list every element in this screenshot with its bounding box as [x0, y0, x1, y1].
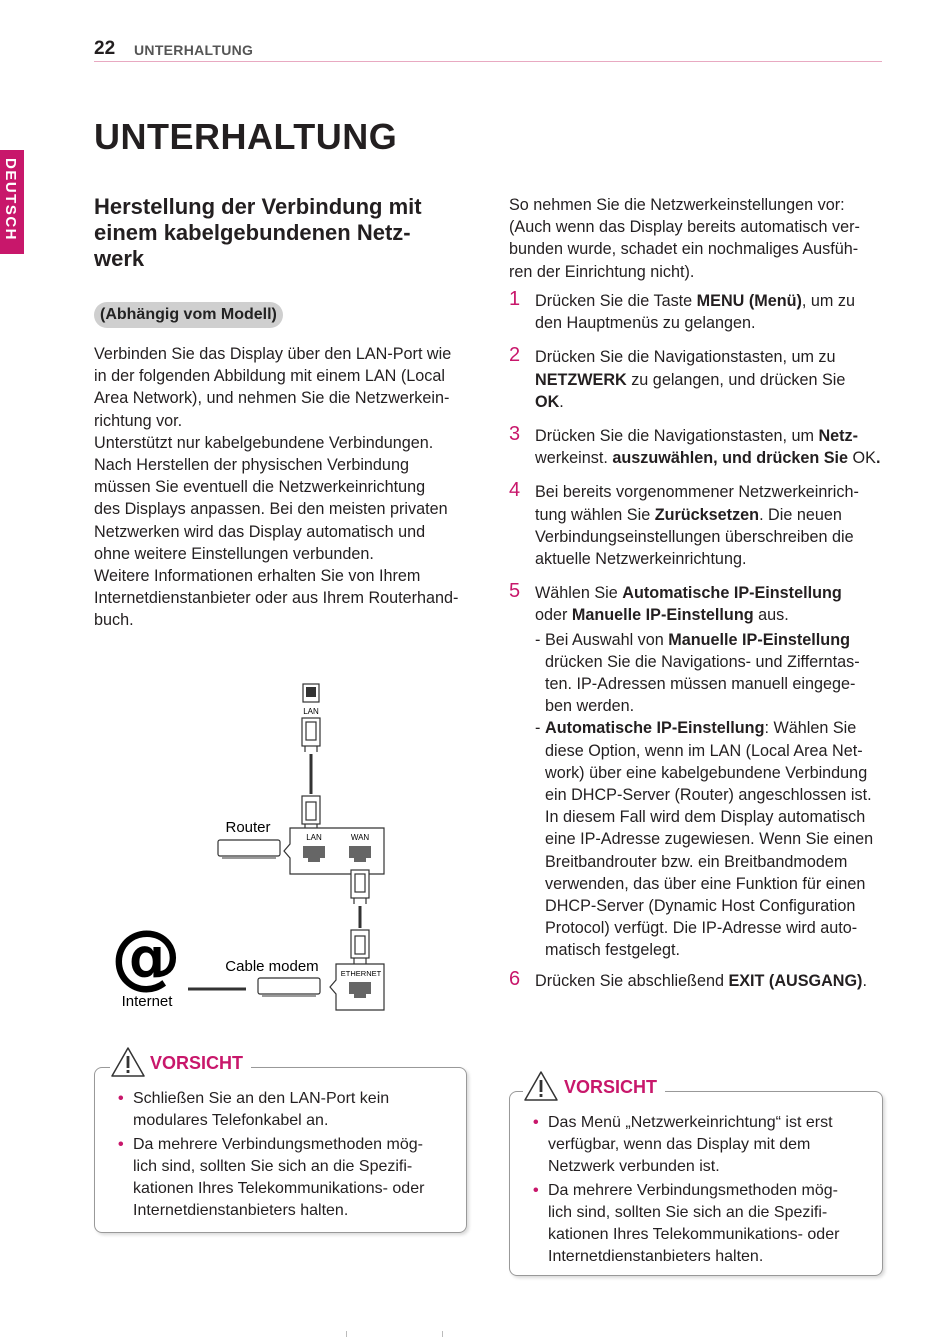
- caution-line: modulares Telefonkabel an.: [133, 1112, 329, 1129]
- bold-term: NETZWERK: [535, 370, 627, 389]
- step-line: Drücken Sie abschließend EXIT (AUSGANG).: [535, 971, 867, 990]
- caution-line: kationen Ihres Telekommunikations- oder: [548, 1226, 840, 1243]
- intro-line: ohne weitere Einstellungen verbunden.: [94, 544, 374, 563]
- section-title-line: einem kabelgebundenen Netz-: [94, 220, 411, 245]
- bold-term: MENU (Menü): [696, 292, 802, 310]
- step-line: Wählen Sie Automatische IP-Einstellung: [535, 584, 842, 603]
- intro-line: Verbinden Sie das Display über den LAN-Port wie: [94, 345, 452, 363]
- sub-line: work) über eine kabelgebundene Verbindung: [545, 763, 868, 782]
- cable-plug-icon: [351, 930, 369, 964]
- step-item: [509, 481, 881, 570]
- caution-item: [533, 1112, 873, 1178]
- running-header: UNTERHALTUNG: [134, 42, 254, 58]
- caution-line: lich sind, sollten Sie sich an die Spezifi-: [133, 1158, 413, 1175]
- steps-intro-line: bunden wurde, schadet ein nochmaliges Ausfüh-: [509, 240, 859, 259]
- cable-plug-icon: [302, 718, 320, 752]
- step-line: Verbindungseinstellungen überschreiben die: [535, 527, 854, 546]
- dash-marker: -: [535, 719, 541, 738]
- sub-line: Bei Auswahl von Manuelle IP-Einstellung: [545, 630, 850, 649]
- cable-modem-icon: [258, 978, 320, 996]
- internet-label: Internet: [121, 993, 173, 1010]
- page-title: UNTERHALTUNG: [94, 116, 398, 157]
- sub-line: Breitbandrouter bzw. ein Breitbandmodem: [545, 852, 848, 871]
- caution-title-right: VORSICHT: [560, 1077, 665, 1098]
- steps-intro-line: So nehmen Sie die Netzwerkeinstellungen vor:: [509, 196, 845, 214]
- cable-modem-label: Cable modem: [225, 958, 319, 975]
- intro-line: Unterstützt nur kabelgebundene Verbindungen.: [94, 433, 434, 452]
- footer-mark: [346, 1331, 347, 1337]
- caution-line: Da mehrere Verbindungsmethoden mög-: [548, 1182, 838, 1199]
- sub-line: In diesem Fall wird dem Display automatisch: [545, 808, 866, 827]
- caution-list-right: [533, 1112, 873, 1268]
- step-number: 1: [509, 288, 521, 310]
- sub-line: ben werden.: [545, 697, 635, 716]
- sub-line: ten. IP-Adressen müssen manuell eingege-: [545, 675, 856, 694]
- language-tab-label: DEUTSCH: [2, 158, 19, 242]
- caution-item: [533, 1180, 873, 1268]
- sub-item: [535, 629, 881, 718]
- intro-line: buch.: [94, 611, 134, 630]
- caution-line: Da mehrere Verbindungsmethoden mög-: [133, 1136, 423, 1153]
- step-line: Bei bereits vorgenommener Netzwerkeinrich-: [535, 483, 859, 502]
- section-title-line: werk: [94, 246, 145, 271]
- modem-ports: [330, 964, 384, 1010]
- steps-intro-line: (Auch wenn das Display bereits automatisch ver-: [509, 218, 860, 237]
- sub-line: diese Option, wenn im LAN (Local Area Net-: [545, 741, 863, 760]
- caution-line: Internetdienstanbieters halten.: [548, 1248, 764, 1265]
- section-title: [94, 194, 474, 272]
- step-item: [509, 967, 881, 992]
- steps-intro-line: ren der Einrichtung nicht).: [509, 262, 695, 281]
- step-item: [509, 290, 881, 334]
- bullet-icon: •: [118, 1090, 124, 1107]
- cable-plug-icon: [302, 796, 320, 830]
- page-number: 22: [94, 38, 116, 59]
- model-badge: (Abhängig vom Modell): [94, 302, 283, 328]
- bold-term: Zurücksetzen: [654, 505, 760, 524]
- intro-line: müssen Sie eventuell die Netzwerkeinrichtung: [94, 478, 426, 497]
- caution-line: Netzwerk verbunden ist.: [548, 1158, 720, 1175]
- steps-list: [509, 290, 881, 1004]
- bold-term: .: [875, 449, 881, 468]
- router-label: Router: [225, 819, 271, 836]
- steps-intro: [509, 194, 879, 283]
- step-number: 6: [509, 967, 521, 990]
- bold-term: Manuelle IP-Einstellung: [668, 630, 850, 649]
- bold-term: OK: [535, 392, 560, 411]
- step-line: Drücken Sie die Taste MENU (Menü), um zu: [535, 292, 855, 310]
- sub-line: DHCP-Server (Dynamic Host Configuration: [545, 897, 856, 916]
- step-number: 3: [509, 423, 521, 446]
- bullet-icon: •: [533, 1182, 539, 1199]
- bold-term: EXIT (AUSGANG): [728, 971, 863, 990]
- caution-line: verfügbar, wenn das Display mit dem: [548, 1136, 811, 1153]
- sub-line: ein DHCP-Server (Router) angeschlossen ist.: [545, 786, 872, 805]
- footer-mark: [442, 1331, 443, 1337]
- step-line: werkeinst. auszuwählen, und drücken Sie OK.: [535, 449, 881, 468]
- sub-line: matisch festgelegt.: [545, 941, 680, 960]
- intro-line: Nach Herstellen der physischen Verbindung: [94, 456, 409, 475]
- step-item: [509, 425, 881, 469]
- warning-icon: [110, 1046, 146, 1078]
- intro-line: Area Network), und nehmen Sie die Netzwerkein-: [94, 389, 450, 408]
- step-line: den Hauptmenüs zu gelangen.: [535, 314, 756, 333]
- caution-line: Schließen Sie an den LAN-Port kein: [133, 1090, 390, 1107]
- caution-line: Internetdienstanbieters halten.: [133, 1202, 349, 1219]
- step-item: [509, 346, 881, 413]
- router-ports: [284, 828, 384, 874]
- network-diagram: [100, 678, 400, 1018]
- intro-line: des Displays anpassen. Bei den meisten privaten: [94, 500, 448, 519]
- step-number: 5: [509, 580, 521, 603]
- sub-line: drücken Sie die Navigations- und Zifferntas-: [545, 652, 860, 671]
- step-number: 2: [509, 344, 521, 367]
- bold-term: Automatische IP-Einstellung: [545, 719, 765, 738]
- warning-icon: [523, 1070, 559, 1102]
- step-number: 4: [509, 479, 521, 502]
- step-line: NETZWERK zu gelangen, und drücken Sie: [535, 370, 846, 389]
- caution-title-left: VORSICHT: [146, 1053, 251, 1074]
- step-line: oder Manuelle IP-Einstellung aus.: [535, 606, 789, 625]
- at-icon: @: [111, 915, 181, 997]
- bullet-icon: •: [533, 1114, 539, 1131]
- header-rule: [94, 61, 882, 62]
- intro-line: Internetdienstanbieter oder aus Ihrem Routerhand-: [94, 589, 459, 608]
- step-line: Drücken Sie die Navigationstasten, um Netz-: [535, 427, 859, 446]
- bold-term: auszuwählen, und drücken Sie: [607, 449, 853, 468]
- bold-term: Netz-: [818, 427, 859, 446]
- sub-line: eine IP-Adresse zugewiesen. Wenn Sie einen: [545, 830, 874, 849]
- intro-line: Netzwerken wird das Display automatisch und: [94, 522, 426, 541]
- intro-line: in der folgenden Abbildung mit einem LAN (Local: [94, 367, 445, 386]
- step-line: aktuelle Netzwerkeinrichtung.: [535, 550, 747, 569]
- router-icon: [218, 840, 280, 858]
- dash-marker: -: [535, 630, 541, 649]
- router-wan-label: WAN: [350, 833, 370, 842]
- caution-line: lich sind, sollten Sie sich an die Spezifi-: [548, 1204, 828, 1221]
- cable-plug-icon: [351, 870, 369, 904]
- sub-line: Automatische IP-Einstellung: Wählen Sie: [545, 719, 857, 738]
- sub-line: verwenden, das über eine Funktion für einen: [545, 874, 866, 893]
- caution-line: kationen Ihres Telekommunikations- oder: [133, 1180, 425, 1197]
- lan-top-label: LAN: [303, 707, 319, 716]
- step-line: OK.: [535, 392, 564, 411]
- caution-line: Das Menü „Netzwerkeinrichtung“ ist erst: [548, 1114, 833, 1131]
- intro-line: richtung vor.: [94, 411, 183, 430]
- caution-item: [118, 1134, 453, 1222]
- intro-paragraph: [94, 343, 474, 632]
- ethernet-label: ETHERNET: [340, 969, 382, 978]
- caution-list-left: [118, 1088, 453, 1222]
- step-line: Drücken Sie die Navigationstasten, um zu: [535, 348, 836, 367]
- step-line: tung wählen Sie Zurücksetzen. Die neuen: [535, 505, 842, 524]
- caution-item: [118, 1088, 453, 1132]
- sub-item: [535, 717, 881, 961]
- section-title-line: Herstellung der Verbindung mit: [94, 194, 422, 219]
- step-item: [509, 582, 881, 961]
- router-lan-label: LAN: [306, 833, 322, 842]
- bold-term: Automatische IP-Einstellung: [622, 584, 842, 603]
- bold-term: Manuelle IP-Einstellung: [571, 606, 754, 625]
- wall-lan-port: [303, 684, 319, 716]
- language-tab: [0, 150, 24, 254]
- sub-line: Protocol) verfügt. Die IP-Adresse wird auto-: [545, 919, 858, 938]
- bullet-icon: •: [118, 1136, 124, 1153]
- intro-line: Weitere Informationen erhalten Sie von Ihrem: [94, 567, 421, 586]
